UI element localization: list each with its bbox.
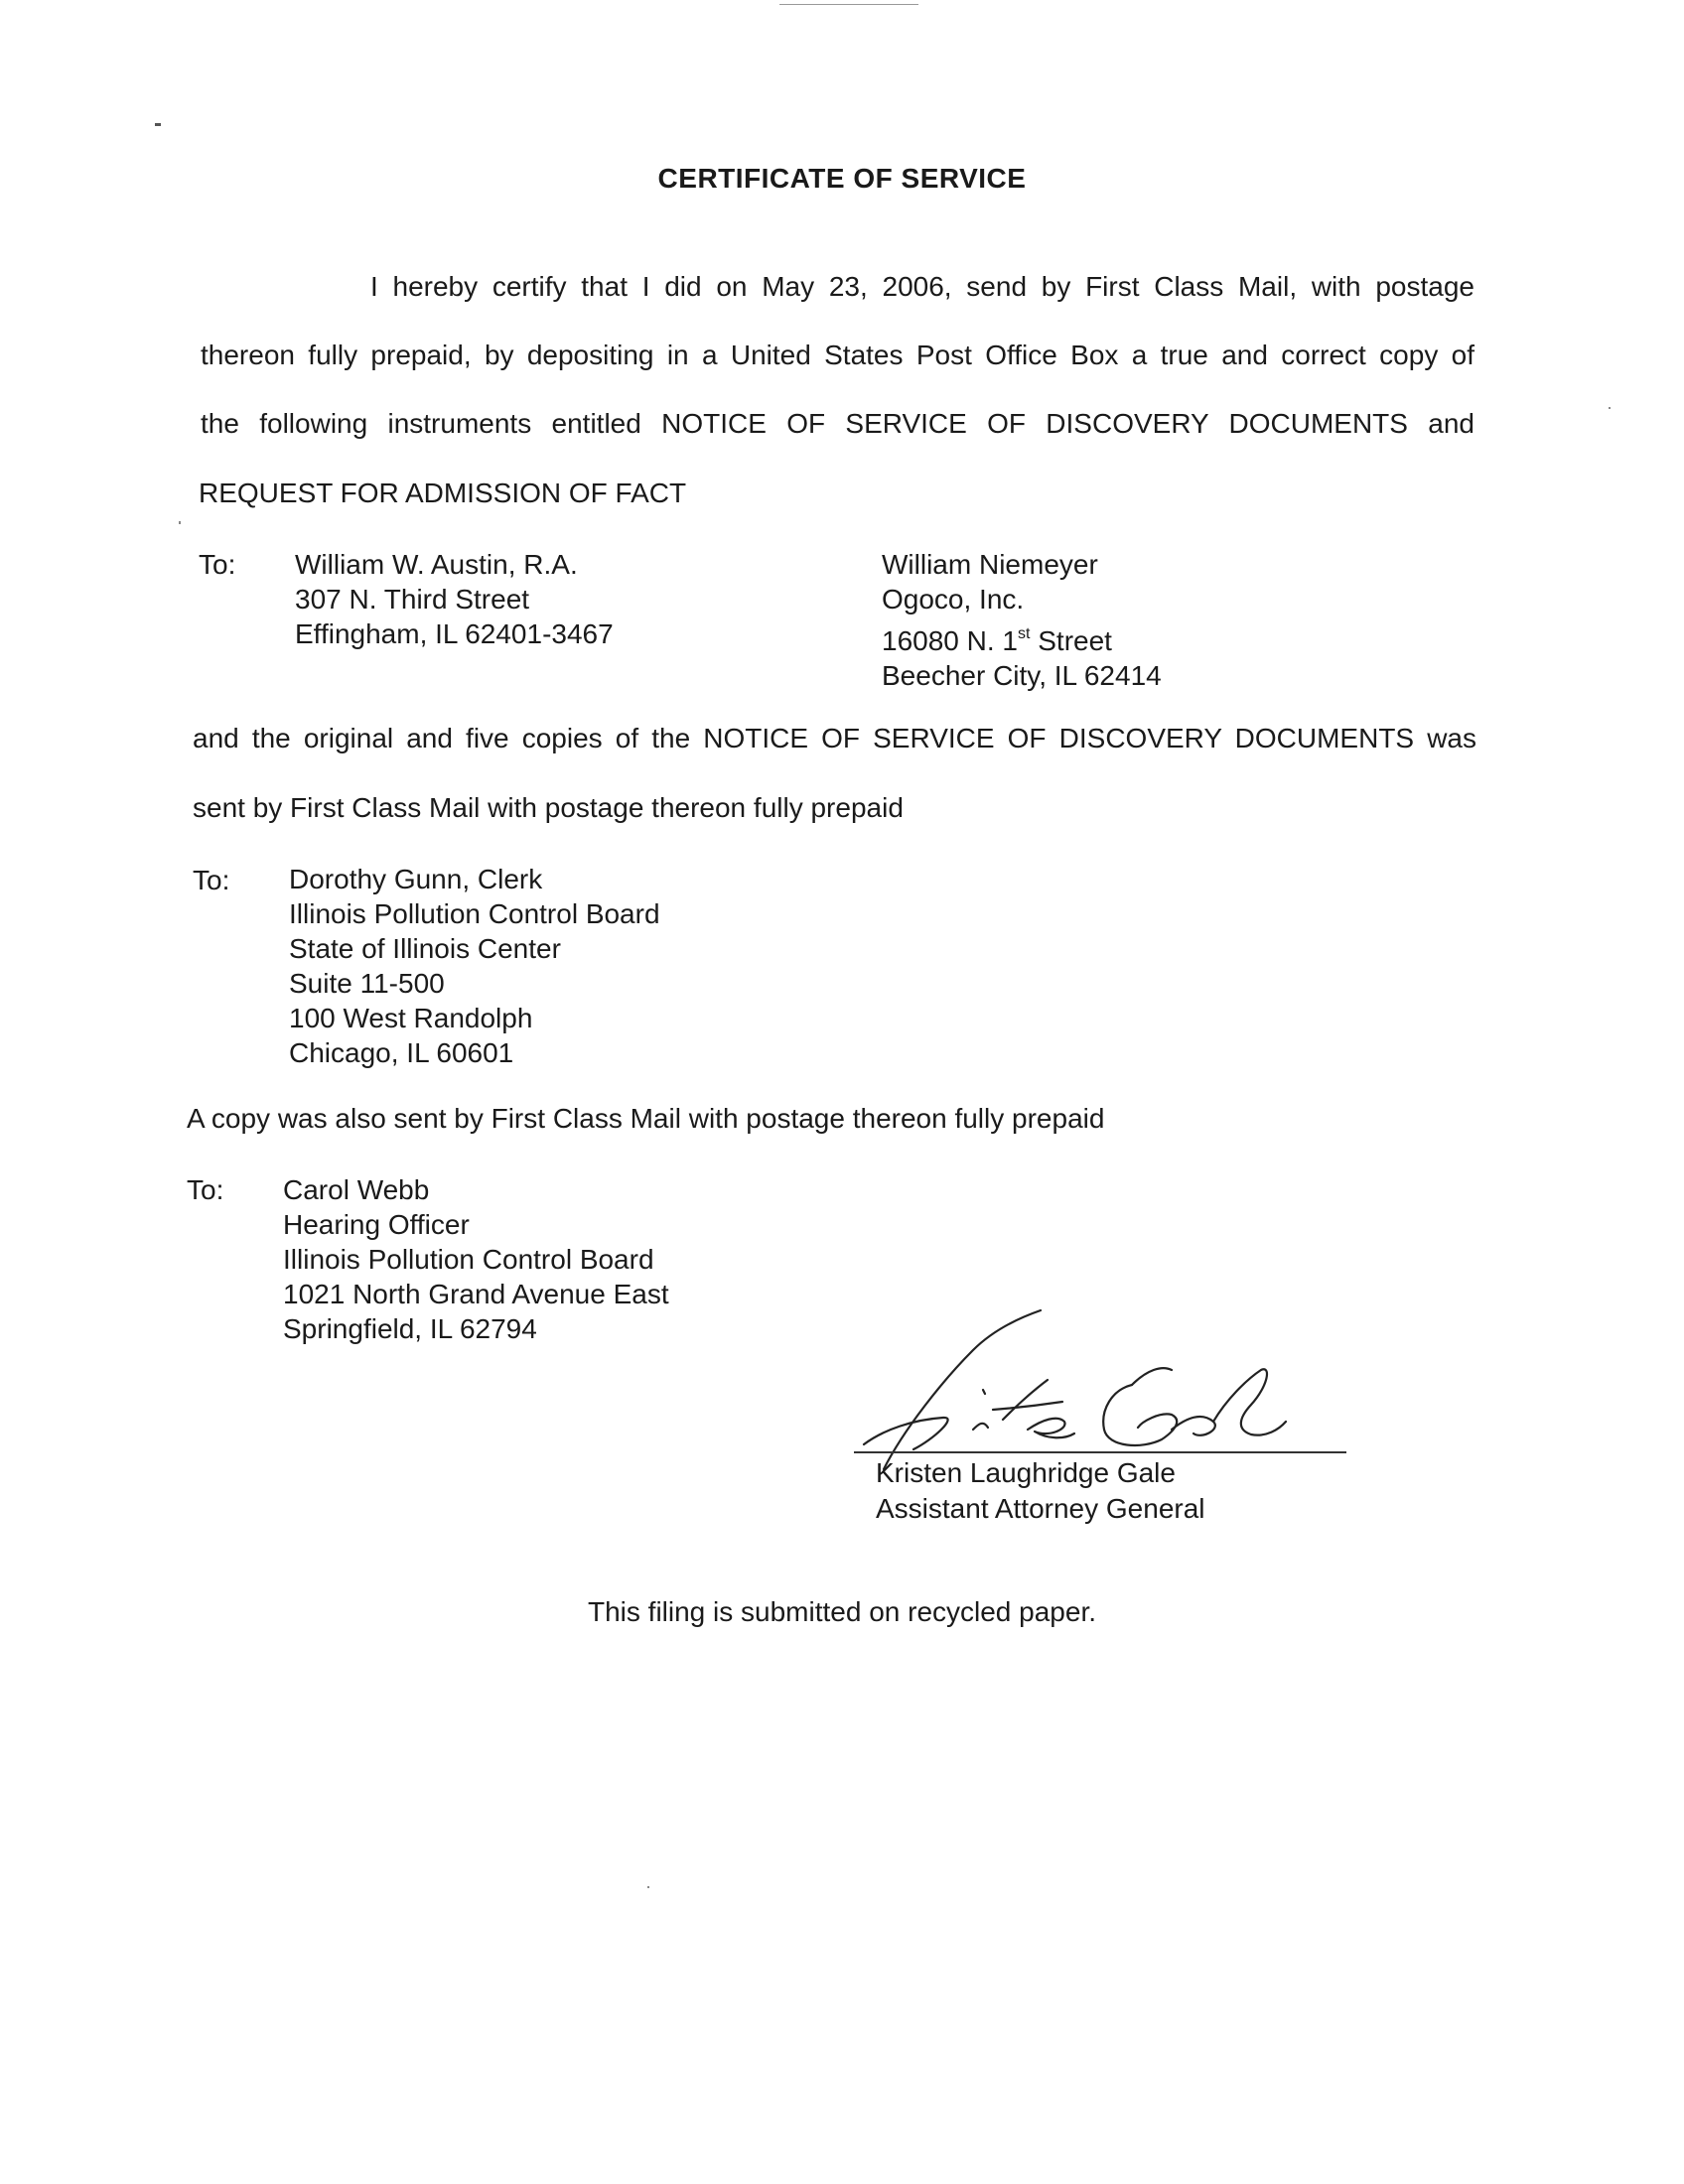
address-line: Springfield, IL 62794: [283, 1313, 537, 1344]
address-line: Effingham, IL 62401-3467: [295, 618, 614, 649]
document-title: CERTIFICATE OF SERVICE: [657, 163, 1027, 194]
signer-title: Assistant Attorney General: [876, 1493, 1205, 1524]
middle-line-2: sent by First Class Mail with postage thereon fully prepaid: [193, 792, 904, 823]
recipient-gunn-address: [289, 862, 660, 1070]
scan-speck: [647, 1886, 649, 1888]
address-line: Ogoco, Inc.: [882, 584, 1025, 614]
address-line: Illinois Pollution Control Board: [289, 898, 660, 929]
address-line: Hearing Officer: [283, 1209, 470, 1240]
scan-speck: [779, 4, 918, 5]
address-line: Carol Webb: [283, 1174, 430, 1205]
address-line: William Niemeyer: [882, 549, 1098, 580]
address-line: Dorothy Gunn, Clerk: [289, 864, 543, 894]
middle-line-1: and the original and five copies of the NOTICE OF SERVICE OF DISCOVERY DOCUMENTS was: [193, 723, 1476, 753]
street-name: Street: [1030, 625, 1112, 656]
address-line: William W. Austin, R.A.: [295, 549, 578, 580]
to-label-2: To:: [193, 865, 230, 895]
address-line: Suite 11-500: [289, 968, 445, 999]
recipient-webb-address: [283, 1172, 669, 1346]
to-label-3: To:: [187, 1174, 224, 1205]
address-line: 307 N. Third Street: [295, 584, 530, 614]
signer-name: Kristen Laughridge Gale: [876, 1457, 1176, 1488]
address-line: State of Illinois Center: [289, 933, 561, 964]
scan-speck: [179, 521, 181, 524]
to-label-1: To:: [199, 549, 236, 580]
address-line: Illinois Pollution Control Board: [283, 1244, 654, 1275]
ordinal-suffix: st: [1018, 625, 1031, 642]
scan-speck: [1609, 407, 1611, 409]
copy-line: A copy was also sent by First Class Mail with postage thereon fully prepaid: [187, 1103, 1105, 1134]
address-line: [882, 616, 1162, 658]
address-line: 1021 North Grand Avenue East: [283, 1279, 669, 1309]
signature-line: [854, 1451, 1346, 1453]
signature-block: [876, 1455, 1205, 1527]
intro-line-3: the following instruments entitled NOTICE OF SERVICE OF DISCOVERY DOCUMENTS and: [201, 408, 1474, 439]
recycled-paper-note: This filing is submitted on recycled paper.: [587, 1596, 1097, 1627]
intro-line-1: I hereby certify that I did on May 23, 2006, send by First Class Mail, with postage: [370, 271, 1474, 302]
intro-line-4: REQUEST FOR ADMISSION OF FACT: [199, 478, 687, 508]
recipient-niemeyer-address: [882, 547, 1162, 693]
recipient-austin-address: [295, 547, 614, 651]
address-line: Beecher City, IL 62414: [882, 660, 1162, 691]
address-line: Chicago, IL 60601: [289, 1037, 514, 1068]
address-line: 100 West Randolph: [289, 1003, 533, 1033]
intro-line-2: thereon fully prepaid, by depositing in a United States Post Office Box a true and correct copy of: [201, 340, 1474, 370]
scan-speck: [155, 123, 161, 126]
street-number: 16080 N. 1: [882, 625, 1018, 656]
